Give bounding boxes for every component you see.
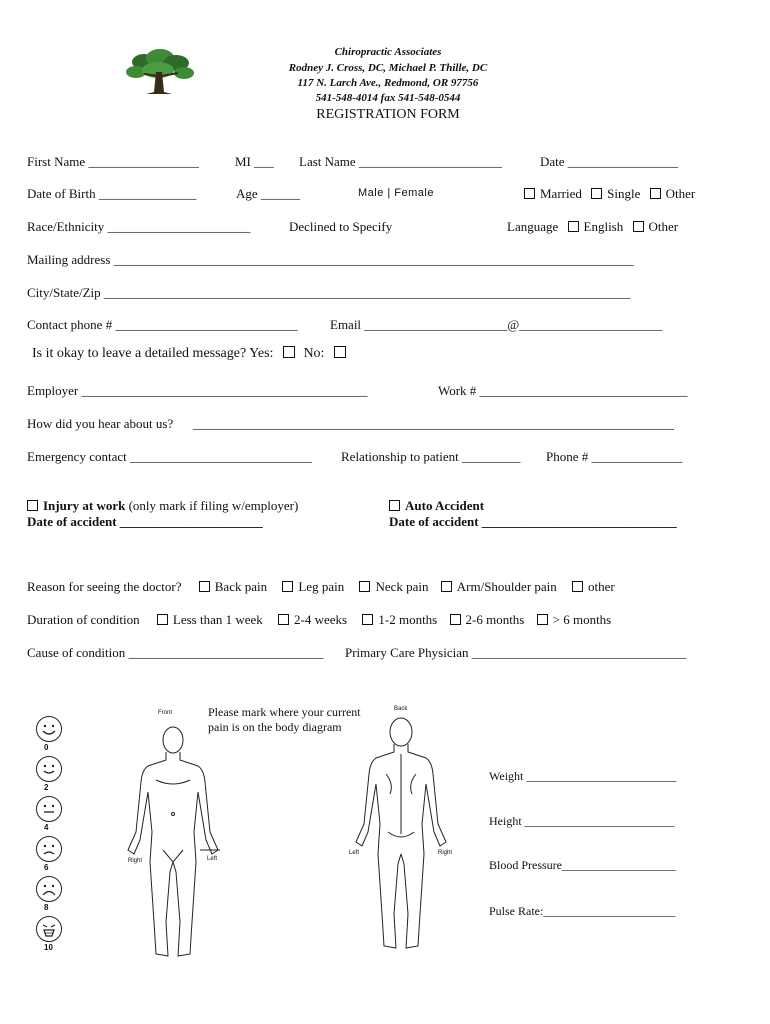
single-checkbox[interactable] [591, 188, 602, 199]
cause-field[interactable]: Cause of condition ______________________________ [27, 645, 324, 660]
declined-to-specify[interactable]: Declined to Specify [289, 219, 393, 234]
reason-option: other [588, 579, 615, 594]
pain-face-10-icon[interactable] [36, 916, 62, 942]
pain-scale-label: 8 [44, 903, 49, 912]
married-label: Married [540, 186, 582, 201]
language-other-label: Other [648, 219, 679, 234]
pain-scale-label: 4 [44, 823, 49, 832]
pain-face-0-icon[interactable] [36, 716, 62, 742]
auto-accident-group [389, 498, 484, 514]
email-field[interactable]: Email ______________________@______________________ [330, 317, 663, 332]
front-right-label: Right [128, 858, 143, 864]
message-no-label: No: [303, 346, 325, 361]
reason-option: Back pain [214, 579, 268, 594]
front-body-diagram[interactable] [118, 722, 228, 962]
injury-at-work-group [27, 498, 298, 514]
clinic-address: 117 N. Larch Ave., Redmond, OR 97756 [297, 77, 479, 89]
english-checkbox[interactable] [568, 221, 579, 232]
tree-logo-icon [124, 48, 196, 96]
language-other-checkbox[interactable] [633, 221, 644, 232]
doctor-names: Rodney J. Cross, DC, Michael P. Thille, DC [288, 62, 488, 74]
duration-option: Less than 1 week [172, 612, 263, 627]
pain-face-6-icon[interactable] [36, 836, 62, 862]
relationship-field[interactable]: Relationship to patient _________ [341, 449, 521, 464]
injury-at-work-checkbox[interactable] [27, 500, 38, 511]
clinic-name: Chiropractic Associates [334, 46, 442, 58]
date-field[interactable]: Date _________________ [540, 154, 679, 169]
marital-status [518, 186, 695, 202]
marital-other-checkbox[interactable] [650, 188, 661, 199]
race-field[interactable]: Race/Ethnicity ______________________ [27, 219, 251, 234]
pain-scale-label: 10 [44, 943, 53, 952]
reason-arm-shoulder-checkbox[interactable] [441, 581, 452, 592]
form-title: REGISTRATION FORM [316, 107, 460, 122]
back-body-diagram[interactable] [346, 714, 456, 954]
referral-label: How did you hear about us? [27, 416, 174, 431]
language-label: Language [507, 219, 559, 234]
pain-scale-label: 2 [44, 783, 49, 792]
weight-field[interactable]: Weight _________________________ [489, 769, 677, 783]
diagram-instruction-1: Please mark where your current [208, 705, 361, 719]
pain-face-8-icon[interactable] [36, 876, 62, 902]
clinic-phones: 541-548-4014 fax 541-548-0544 [315, 92, 461, 104]
duration-2-6-months-checkbox[interactable] [450, 614, 461, 625]
duration-less-1-week-checkbox[interactable] [157, 614, 168, 625]
first-name-field[interactable]: First Name _________________ [27, 154, 199, 169]
height-field[interactable]: Height _________________________ [489, 814, 675, 828]
single-label: Single [607, 186, 641, 201]
emergency-contact-field[interactable]: Emergency contact ____________________________ [27, 449, 312, 464]
duration-label: Duration of condition [27, 612, 140, 627]
pcp-field[interactable]: Primary Care Physician _________________________________ [345, 645, 687, 660]
reason-option: Arm/Shoulder pain [456, 579, 557, 594]
front-left-label: Left [207, 856, 218, 862]
pain-face-4-icon[interactable] [36, 796, 62, 822]
dob-field[interactable]: Date of Birth _______________ [27, 186, 197, 201]
married-checkbox[interactable] [524, 188, 535, 199]
sex-selector[interactable]: Male | Female [358, 187, 434, 199]
pain-face-2-icon[interactable] [36, 756, 62, 782]
reason-group [27, 579, 615, 595]
auto-accident-date-field[interactable]: Date of accident ______________________________ [389, 514, 677, 529]
age-field[interactable]: Age ______ [236, 186, 300, 201]
message-yes-checkbox[interactable] [283, 346, 295, 358]
reason-leg-pain-checkbox[interactable] [282, 581, 293, 592]
duration-2-4-weeks-checkbox[interactable] [278, 614, 289, 625]
employer-field[interactable]: Employer ____________________________________________ [27, 383, 368, 398]
work-phone-field[interactable]: Work # ________________________________ [438, 383, 688, 398]
reason-back-pain-checkbox[interactable] [199, 581, 210, 592]
duration-option: > 6 months [552, 612, 612, 627]
front-label: Front [158, 710, 173, 716]
pain-scale-label: 0 [44, 743, 49, 752]
auto-accident-label: Auto Accident [405, 498, 485, 513]
back-left-label: Left [349, 850, 360, 856]
language-group [507, 219, 678, 235]
back-right-label: Right [438, 850, 453, 856]
message-question-label: Is it okay to leave a detailed message? Yes: [32, 346, 274, 361]
reason-other-checkbox[interactable] [572, 581, 583, 592]
pain-scale-label: 6 [44, 863, 49, 872]
mi-field[interactable]: MI ___ [235, 154, 274, 169]
city-state-zip-field[interactable]: City/State/Zip _________________________________________________________________________________ [27, 285, 631, 300]
message-no-checkbox[interactable] [334, 346, 346, 358]
reason-option: Neck pain [375, 579, 429, 594]
back-label: Back [394, 706, 408, 712]
marital-other-label: Other [665, 186, 696, 201]
auto-accident-checkbox[interactable] [389, 500, 400, 511]
message-question [32, 346, 351, 362]
injury-at-work-note: (only mark if filing w/employer) [125, 498, 299, 513]
work-accident-date-field[interactable]: Date of accident ______________________ [27, 514, 263, 529]
last-name-field[interactable]: Last Name ______________________ [299, 154, 502, 169]
mailing-address-field[interactable]: Mailing address ________________________________________________________________________________ [27, 252, 634, 267]
pulse-rate-field[interactable]: Pulse Rate:______________________ [489, 904, 676, 918]
reason-neck-pain-checkbox[interactable] [359, 581, 370, 592]
duration-option: 2-4 weeks [294, 612, 348, 627]
duration-option: 1-2 months [378, 612, 438, 627]
referral-field[interactable]: __________________________________________________________________________ [193, 416, 674, 431]
english-label: English [583, 219, 624, 234]
duration-over-6-months-checkbox[interactable] [537, 614, 548, 625]
blood-pressure-field[interactable]: Blood Pressure___________________ [489, 858, 676, 872]
reason-label: Reason for seeing the doctor? [27, 579, 182, 594]
diagram-instruction-2: pain is on the body diagram [208, 720, 342, 734]
duration-option: 2-6 months [465, 612, 525, 627]
duration-1-2-months-checkbox[interactable] [362, 614, 373, 625]
injury-at-work-label: Injury at work [43, 498, 126, 513]
contact-phone-field[interactable]: Contact phone # ____________________________ [27, 317, 298, 332]
emergency-phone-field[interactable]: Phone # ______________ [546, 449, 683, 464]
reason-option: Leg pain [298, 579, 345, 594]
duration-group [27, 612, 611, 628]
